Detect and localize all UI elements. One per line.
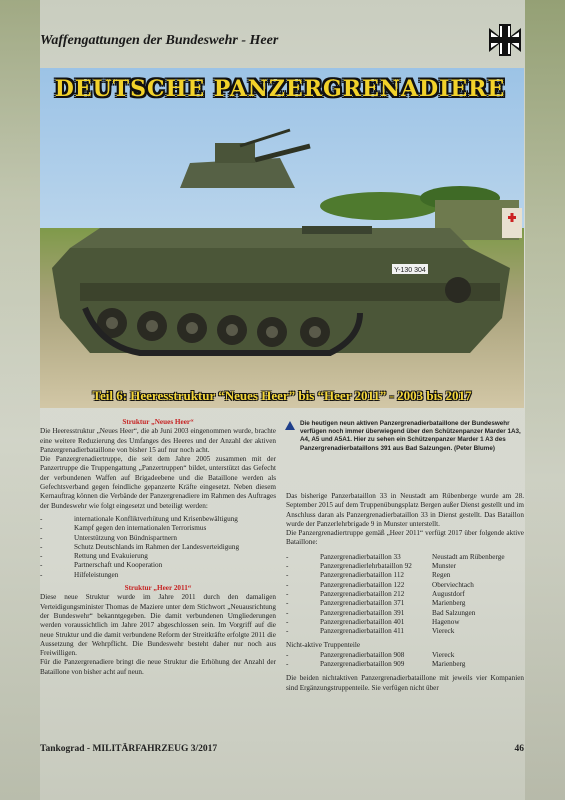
background-edge-left — [0, 0, 40, 800]
paragraph: Die beiden nichtaktiven Panzergrenadierbataillone mit jeweils vier Kompanien sind Ergänzungstruppenteile. Sie verfügen nicht über — [286, 674, 524, 692]
list-item: - Panzergrenadierbataillon 122 Oberviechtach — [286, 580, 474, 589]
list-item: - Panzergrenadierbataillon 112 Regen — [286, 571, 451, 580]
list-item: - Hilfeleistungen — [40, 570, 119, 579]
subheadline: Teil 6: Heeresstruktur “Neues Heer” bis “Heer 2011” - 2003 bis 2017 — [92, 388, 472, 403]
list-item: - Panzergrenadierbataillon 411 Viereck — [286, 627, 455, 636]
paragraph: Die Panzergrenadiertruppe, die seit dem Jahre 2005 zusammen mit der Panzertruppe die Truppengattung „Panzertruppen“ bildet, unterstützt das Gefecht der verbundenen Waffen auf Brigadeebene und die Bataillone werden als Gefechtsverband gegen feindliche gepanzerte Kräfte eingesetzt. Neben diesem Kernauftrag können die Verbände der Panzergrenadiere im Rahmen des Auftrages der Bundeswehr wie folgt eingesetzt und beteiligt werden: — [40, 455, 276, 510]
list-item: - Panzergrenadierbataillon 401 Hagenow — [286, 617, 460, 626]
paragraph: Das bisherige Panzerbataillon 33 in Neustadt am Rübenberge wurde am 28. September 2015 auf dem Truppenübungsplatz Bergen außer Dienst gestellt und im Anschluss daran als Panzergrenadierbataillon 33 in Dienst gestellt. Das Bataillon wurde der Panzerlehrbrigade 9 in Munster unterstellt. — [286, 492, 524, 528]
list-item: - internationale Konfliktverhütung und Krisenbewältigung — [40, 514, 238, 523]
list-item: - Panzergrenadierbataillon 908 Viereck — [286, 650, 455, 659]
tank-photo — [40, 68, 524, 408]
paragraph: Für die Panzergrenadiere bringt die neue Struktur die Erhöhung der Anzahl der Bataillone von bisher acht auf neun. — [40, 658, 276, 676]
iron-cross-icon — [487, 22, 523, 58]
list-item: - Rettung und Evakuierung — [40, 552, 148, 561]
page-number: 46 — [514, 744, 524, 754]
task-list — [40, 515, 276, 580]
left-column — [40, 418, 276, 677]
section-heading-neues-heer: Struktur „Neues Heer“ — [122, 418, 194, 426]
list-item: - Panzergrenadierbataillon 371 Marienberg — [286, 599, 466, 608]
paragraph: Die Panzergrenadiertruppe gemäß „Heer 2011“ verfügt 2017 über folgende aktive Bataillone: — [286, 529, 524, 547]
subheading-inactive: Nicht-aktive Truppenteile — [286, 641, 361, 650]
photo-caption: Die heutigen neun aktiven Panzergrenadierbataillone der Bundeswehr verfügen noch immer überwiegend über den Schützenpanzer Marder 1A3, A4, A5 und A5A1. Hier zu sehen ein Schützenpanzer Marder 1 A3 des Panzergrenadierbataillons 391 aus Bad Salzungen. (Peter Blume) — [300, 420, 521, 452]
inactive-battalion-list — [286, 651, 524, 670]
section-header: Waffengattungen der Bundeswehr - Heer — [40, 33, 279, 48]
caption-marker-icon — [285, 421, 295, 430]
list-item: - Unterstützung von Bündnispartnern — [40, 533, 178, 542]
list-item: - Panzergrenadierbataillon 33 Neustadt am Rübenberge — [286, 552, 505, 561]
background-edge-right — [525, 0, 565, 800]
section-heading-heer-2011: Struktur „Heer 2011“ — [124, 584, 192, 593]
list-item: - Panzergrenadierlehrbataillon 92 Munster — [286, 562, 456, 571]
right-column — [286, 492, 524, 693]
list-item: - Panzergrenadierbataillon 391 Bad Salzungen — [286, 608, 476, 617]
plate-text: Y-130 304 — [394, 267, 426, 274]
paragraph: Diese neue Struktur wurde im Jahre 2011 durch den damaligen Verteidigungsminister Thomas de Maziere unter dem Stichwort „Neuausrichtung der Bundeswehr“ bekanntgegeben. Die damit verbundenen Umgliederungen werden voraussichtlich im Jahre 2017 abgeschlossen sein. Im Vorgriff auf die neue Struktur und die damit verbundene Reform der Streitkräfte erfolgte 2011 die Aussetzung der Wehrpflicht. Die Bundeswehr besteht daher nur noch aus Freiwilligen. — [40, 593, 276, 658]
list-item: - Kampf gegen den internationalen Terrorismus — [40, 524, 207, 533]
list-item: - Panzergrenadierbataillon 212 Augustdorf — [286, 589, 465, 598]
active-battalion-list — [286, 553, 524, 637]
list-item: - Schutz Deutschlands im Rahmen der Landesverteidigung — [40, 542, 240, 551]
paragraph: Die Heeresstruktur „Neues Heer“, die ab Juni 2003 eingenommen wurde, brachte eine weitere Reduzierung des Umfanges des Heeres und der Anzahl der aktiven Panzergrenadierbataillone von bisher 15 auf nur noch acht. — [40, 427, 276, 454]
headline: DEUTSCHE PANZERGRENADIERE — [54, 76, 506, 102]
footer-publication: Tankograd - MILITÄRFAHRZEUG 3/2017 — [40, 744, 218, 754]
list-item: - Partnerschaft und Kooperation — [40, 561, 163, 570]
list-item: - Panzergrenadierbataillon 909 Marienberg — [286, 660, 466, 669]
